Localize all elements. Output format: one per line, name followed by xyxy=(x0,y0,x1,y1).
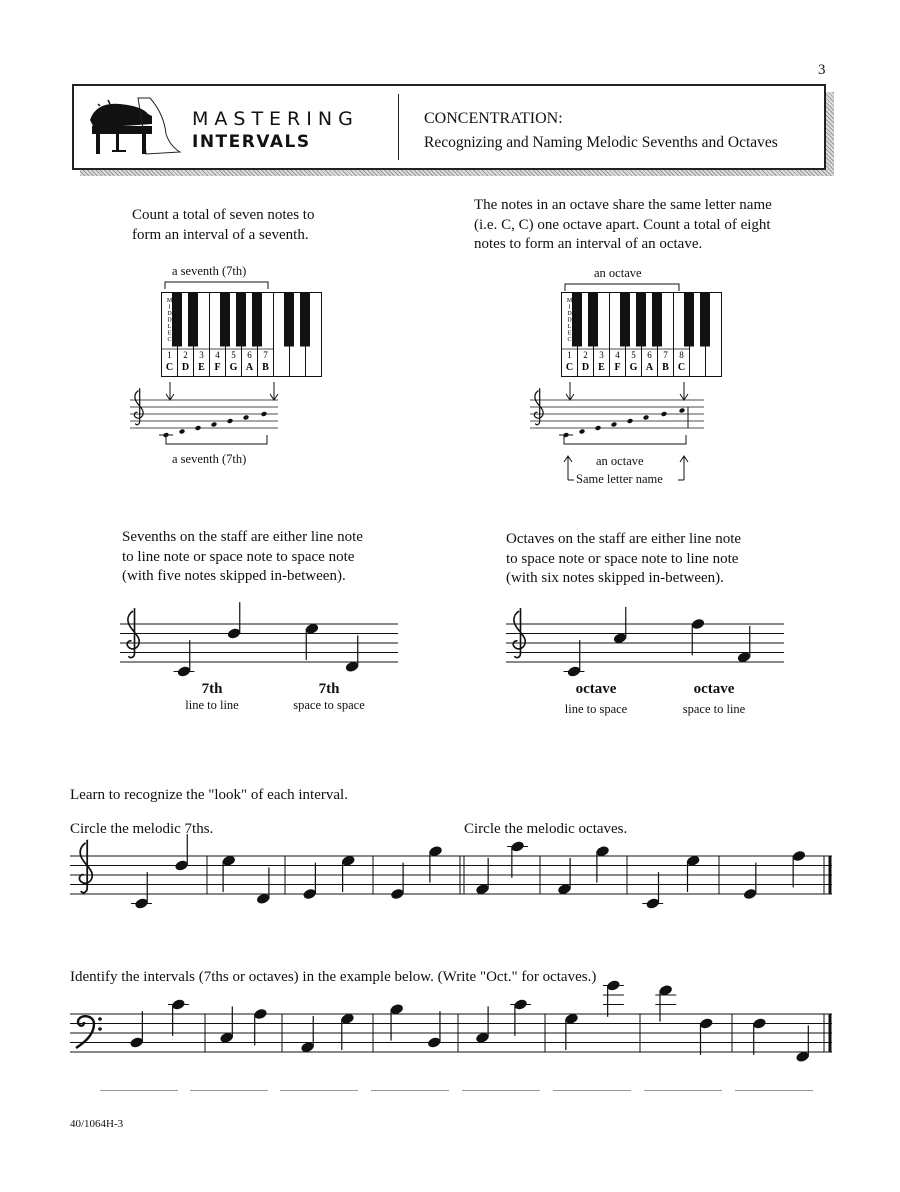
middle-c-letter: C xyxy=(167,337,172,343)
answer-blank[interactable] xyxy=(462,1090,540,1091)
key-number: 7 xyxy=(263,350,268,360)
key-letter: C xyxy=(165,362,174,373)
note-head xyxy=(679,408,686,414)
key-number: 5 xyxy=(631,350,636,360)
answer-blank[interactable] xyxy=(371,1090,449,1091)
middle-c-letter: M xyxy=(166,298,173,304)
learn-text: Learn to recognize the "look" of each interval. xyxy=(70,787,348,803)
key-number: 4 xyxy=(215,350,220,360)
circle-octaves-text: Circle the melodic octaves. xyxy=(464,821,628,837)
black-key xyxy=(700,293,710,347)
answer-blank[interactable] xyxy=(100,1090,178,1091)
left-intro xyxy=(132,206,314,245)
key-letter: F xyxy=(614,362,621,373)
ex-left-label2: 7th xyxy=(318,681,340,697)
circle-exercise-staff xyxy=(70,846,832,916)
black-key xyxy=(572,293,582,347)
octaves-text xyxy=(506,530,741,589)
middle-c-letter: E xyxy=(167,330,172,337)
answer-blank[interactable] xyxy=(280,1090,358,1091)
black-key xyxy=(236,293,246,347)
left-intro-line: form an interval of a seventh. xyxy=(132,226,309,243)
circle-7ths-text: Circle the melodic 7ths. xyxy=(70,821,214,837)
treble-clef-stroke xyxy=(534,388,543,424)
treble-clef-stroke xyxy=(127,608,139,658)
page-number: 3 xyxy=(818,62,826,78)
kb-left-keyboard xyxy=(161,292,323,378)
example-staff-octaves xyxy=(506,618,786,678)
key-letter: D xyxy=(181,362,190,373)
middle-c-letter: D xyxy=(167,311,172,317)
kb-left-bottom-label: a seventh (7th) xyxy=(172,452,247,466)
black-key xyxy=(188,293,198,347)
key-number: 3 xyxy=(199,350,204,360)
right-intro-line: (i.e. C, C) one octave apart. Count a total of eight xyxy=(474,216,771,233)
key-number: 2 xyxy=(583,350,588,360)
key-number: 3 xyxy=(599,350,604,360)
middle-c-letter: D xyxy=(567,311,572,317)
middle-c-letter: D xyxy=(567,317,572,324)
grand-piano-icon xyxy=(86,94,186,160)
key-letter: B xyxy=(662,362,669,373)
note-head xyxy=(627,418,634,424)
key-letter: A xyxy=(245,362,254,373)
ex-left-label1: 7th xyxy=(201,681,223,697)
kb-left-top-bracket xyxy=(164,280,270,290)
answer-blank[interactable] xyxy=(553,1090,631,1091)
octaves-line: (with six notes skipped in-between). xyxy=(506,570,724,586)
ex-right-label2: octave xyxy=(693,681,735,697)
key-letter: E xyxy=(198,362,205,373)
brand-line1: MASTERING xyxy=(192,108,359,130)
concentration-desc: Recognizing and Naming Melodic Sevenths and Octaves xyxy=(424,134,778,151)
kb-right-top-bracket xyxy=(564,282,684,292)
treble-clef xyxy=(534,388,543,424)
note-head xyxy=(211,422,218,428)
sevenths-line: to line note or space note to space note xyxy=(122,548,355,565)
kb-right-bottom-sub: Same letter name xyxy=(576,472,663,486)
key-number: 5 xyxy=(231,350,236,360)
note-head xyxy=(195,425,202,431)
key-number: 6 xyxy=(247,350,252,360)
middle-c-letter: C xyxy=(567,337,572,343)
key-letter: C xyxy=(565,362,574,373)
black-key xyxy=(620,293,630,347)
middle-c-letter: M xyxy=(566,298,573,304)
key-letter: B xyxy=(262,362,269,373)
key-number: 8 xyxy=(679,350,684,360)
identify-text: Identify the intervals (7ths or octaves) in the example below. (Write "Oct." for octaves.) xyxy=(70,969,597,985)
treble-clef xyxy=(134,388,143,424)
answer-blank[interactable] xyxy=(644,1090,722,1091)
key-number: 6 xyxy=(647,350,652,360)
left-intro-line: Count a total of seven notes to xyxy=(132,207,315,223)
middle-c-letter: I xyxy=(168,304,171,311)
right-intro xyxy=(474,196,772,255)
key-number: 7 xyxy=(663,350,668,360)
black-key xyxy=(684,293,694,347)
bass-clef xyxy=(76,1016,102,1048)
ex-left-sub1: line to line xyxy=(185,698,239,712)
key-number: 1 xyxy=(567,350,572,360)
concentration-label: CONCENTRATION: xyxy=(424,110,563,127)
treble-clef xyxy=(127,608,139,658)
middle-c-letter: D xyxy=(167,317,172,324)
answer-blank[interactable] xyxy=(190,1090,268,1091)
key-letter: G xyxy=(629,362,638,373)
note-head xyxy=(643,415,650,421)
treble-clef xyxy=(513,608,525,658)
key-letter: D xyxy=(581,362,590,373)
black-key xyxy=(284,293,294,347)
octaves-line: to space note or space note to line note xyxy=(506,550,739,567)
middle-c-letter: E xyxy=(567,330,572,337)
sevenths-line: (with five notes skipped in-between). xyxy=(122,568,346,584)
sevenths-line: Sevenths on the staff are either line note xyxy=(122,529,363,545)
ex-right-label1: octave xyxy=(575,681,617,697)
black-key xyxy=(220,293,230,347)
sevenths-text xyxy=(122,528,363,587)
black-key xyxy=(588,293,598,347)
ex-right-sub2: space to line xyxy=(682,702,746,716)
key-number: 2 xyxy=(183,350,188,360)
note-head xyxy=(243,415,250,421)
black-key xyxy=(172,293,182,347)
key-number: 1 xyxy=(167,350,172,360)
footer-code: 40/1064H-3 xyxy=(70,1118,124,1130)
key-letter: E xyxy=(598,362,605,373)
middle-c-letter: I xyxy=(568,304,571,311)
brand-line2: INTERVALS xyxy=(192,132,311,152)
answer-blank[interactable] xyxy=(735,1090,813,1091)
black-key xyxy=(652,293,662,347)
note-head xyxy=(611,422,618,428)
black-key xyxy=(636,293,646,347)
kb-left-bottom-bracket xyxy=(164,434,270,448)
kb-right-bottom-label: an octave xyxy=(596,454,644,468)
header-divider xyxy=(398,94,399,160)
black-key xyxy=(252,293,262,347)
example-staff-sevenths xyxy=(120,618,400,678)
key-number: 4 xyxy=(615,350,620,360)
treble-clef-stroke xyxy=(513,608,525,658)
kb-left-top-label: a seventh (7th) xyxy=(172,264,247,278)
note-head xyxy=(595,425,602,431)
kb-right-top-label: an octave xyxy=(594,266,642,280)
right-intro-line: The notes in an octave share the same letter name xyxy=(474,197,772,213)
note-head xyxy=(227,418,234,424)
treble-clef-stroke xyxy=(134,388,143,424)
note-head xyxy=(261,411,268,417)
key-letter: A xyxy=(645,362,654,373)
bass-clef-stroke xyxy=(76,1016,94,1048)
kb-right-keyboard xyxy=(561,292,723,378)
bass-clef-dot xyxy=(98,1027,102,1031)
bass-clef-dot xyxy=(98,1017,102,1021)
middle-c-letter: L xyxy=(567,324,572,330)
identify-exercise-staff xyxy=(70,1000,832,1070)
key-letter: C xyxy=(677,362,686,373)
right-intro-line: notes to form an interval of an octave. xyxy=(474,236,703,252)
ex-left-sub2: space to space xyxy=(293,698,365,712)
middle-c-letter: L xyxy=(167,324,172,330)
octaves-line: Octaves on the staff are either line note xyxy=(506,531,742,547)
ex-right-sub1: line to space xyxy=(564,702,628,716)
key-letter: F xyxy=(214,362,221,373)
black-key xyxy=(300,293,310,347)
key-letter: G xyxy=(229,362,238,373)
note-head xyxy=(661,411,668,417)
